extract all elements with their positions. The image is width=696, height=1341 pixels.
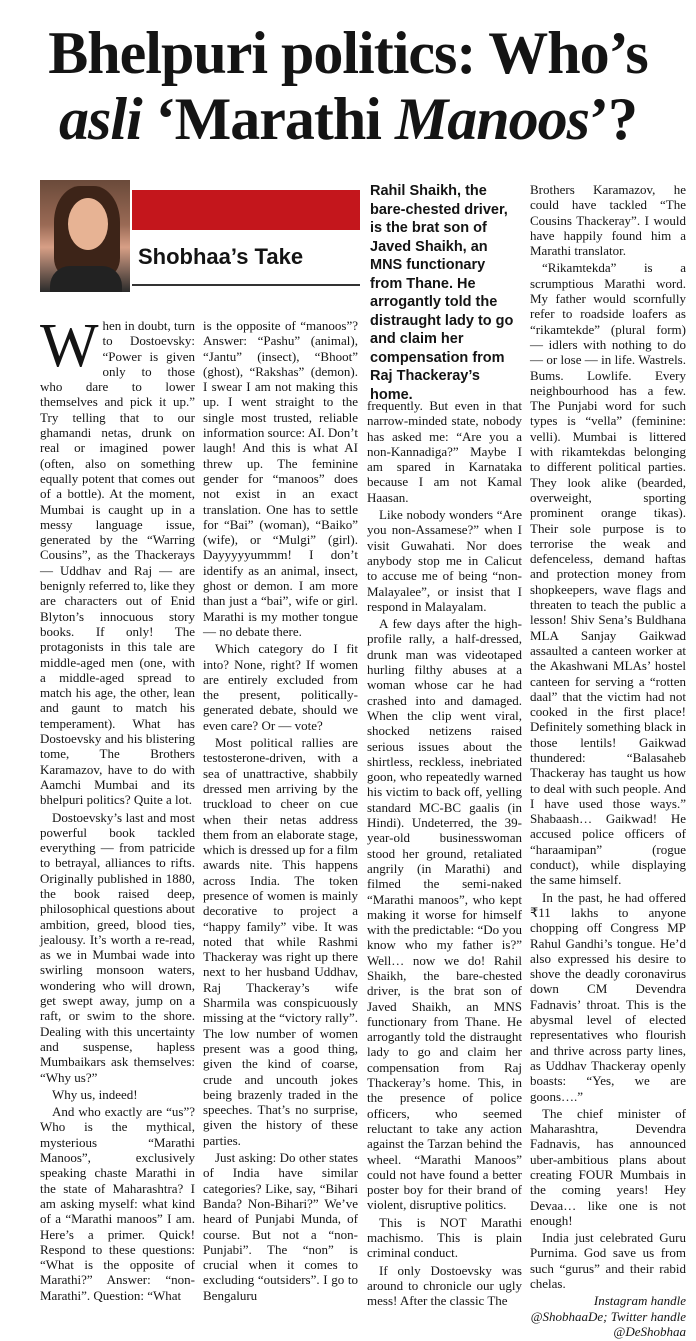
paragraph: The chief minister of Maharashtra, Devendra Fadnavis, has announced uber-ambitious plans about creating FOUR Mumbais in the coming years! Hey Devaa… like one is not enough! xyxy=(530,1105,686,1228)
column-2 xyxy=(203,318,358,1305)
pull-quote: Rahil Shaikh, the bare-chested driver, is the brat son of Javed Shaikh, an MNS functionary from Thane. He arrogantly told the distraught lady to go and claim her compensation from Raj Thackeray’s home. xyxy=(370,183,514,403)
headline xyxy=(0,20,696,152)
headline-asli: asli xyxy=(58,86,142,152)
paragraph: “Rikamtekda” is a scrumptious Marathi word. My father would scornfully refer to roadside loafers as “rikamtekde” (plural form) — idlers with nothing to do — or lose — in life. Wastrels. Bums. Lowlife. Every neighbourhood has a few. The Punjabi word for such types is “vella” (feminine: velli). Mumbai is littered with rikamtekdas belonging to different political parties. They look alike (bearded, overweight, sporting prominent orange tikas). Their sole purpose is to terrorise the weak and defenceless, demand haftas and protection money from shopkeepers, wave flags and threaten to teach the public a lesson! Shiv Sena’s Buldhana MLA Sanjay Gaikwad assaulted a canteen worker at the Akashwani MLAs’ hostel canteen for serving a “rotten daal” that the victim had not cooked in the first place! Definitely something black in those lentils! Gaikwad thundered: “Balasaheb Thackeray has taught us how to deal with such people. And I have used those ways.” Shabaash… Gaikwad! He accused police officers of “haraamipan” (rogue conduct), while displaying the same himself. xyxy=(530,260,686,888)
headline-end: ’? xyxy=(589,86,638,152)
byline xyxy=(40,180,360,298)
paragraph: In the past, he had offered ₹11 lakhs to anyone chopping off Congress MP Rahul Gandhi’s tongue. He’d also expressed his desire to shove the deadly coronavirus down CM Devendra Fadnavis’ throat. This is the abysmal level of elected representatives who flourish and thrive across party lines, as Uddhav Thackeray openly boasts: “Yes, we are goons….” xyxy=(530,889,686,1104)
paragraph: Which category do I fit into? None, right? If women are entirely excluded from the present, politically-generated debate, should we even care? Or — vote? xyxy=(203,641,358,733)
paragraph: is the opposite of “manoos”? Answer: “Pashu” (animal), “Jantu” (insect), “Bhoot” (ghost), “Rakshas” (demon). I swear I am not making this up. I went straight to the single most trusted, reliable information source: AI. Don’t laugh! And this is what AI threw up. The feminine gender for “manoos” does not exist in an exact translation. One has to settle for “Bai” (woman), “Baiko” (wife), or “Mulgi” (girl). Dayyyyyummm! I don’t identify as an animal, insect, ghost or demon. I am more than just a “bai”, wife or girl. Marathi is my mother tongue — no debate there. xyxy=(203,318,359,639)
paragraph: And who exactly are “us”? Who is the mythical, mysterious “Marathi Manoos”, exclusively speaking chaste Marathi in the state of Maharashtra? I am asking myself: what kind of a “Marathi manoos” I am. Here’s a primer. Quick! Respond to these questions: “What is the opposite of Marathi?” Answer: “non-Marathi”. Question: “What xyxy=(40,1104,195,1303)
headline-line1: Bhelpuri politics: Who’s xyxy=(48,20,648,86)
paragraph: Dostoevsky’s last and most powerful book tackled everything — from patricide to betrayal, alliances to rifts. Originally published in 1880, the book raised deep, philosophical questions about ambition, greed, blood ties, jealousy. It’s worth a re-read, as we in Mumbai wade into swirling monsoon waters, wondering who will drown, get swept away, jump on a raft, or swim to the shore. Dealing with this uncertainty and suspense, hapless Mumbaikars ask themselves: “Why us?” xyxy=(40,809,195,1085)
headline-marathi: ‘Marathi xyxy=(141,86,395,152)
drop-cap: W xyxy=(40,312,99,380)
column-3 xyxy=(367,398,522,1311)
paragraph: If only Dostoevsky was around to chronicle our ugly mess! After the classic The xyxy=(367,1262,522,1309)
paragraph: Why us, indeed! xyxy=(52,1086,138,1102)
paragraph: Just asking: Do other states of India have similar categories? Like, say, “Bihari Banda? Non-Bihari?” We’ve heard of Punjabi Munda, of course. But not a “non-Punjabi”. The “non” is crucial when it comes to excluding “outsiders”. I go to Bengaluru xyxy=(203,1150,358,1303)
paragraph: India just celebrated Guru Purnima. God save us from such “gurus” and their rabid chelas. xyxy=(530,1230,686,1292)
paragraph: Like nobody wonders “Are you non-Assamese?” when I visit Guwahati. Nor does anybody stop me in Calicut to accuse me of being “non-Malayalee”, or insist that I respond in Malayalam. xyxy=(367,507,522,614)
paragraph: This is NOT Marathi machismo. This is plain criminal conduct. xyxy=(367,1214,522,1261)
column-1 xyxy=(40,312,195,1305)
social-handle: Instagram handle @ShobhaaDe; Twitter handle @DeShobhaa xyxy=(530,1293,686,1339)
author-photo xyxy=(40,180,130,292)
headline-manoos: Manoos xyxy=(394,86,590,152)
paragraph: frequently. But even in that narrow-minded state, nobody has asked me: “Are you a non-Kannadiga?” Maybe I am spared in Karnataka because I am not Kamal Haasan. xyxy=(367,398,522,505)
column-4 xyxy=(530,182,686,1341)
paragraph: Brothers Karamazov, he could have tackled “The Cousins Thackeray”. I would have happily found him a Marathi translator. xyxy=(530,182,686,259)
byline-accent-bar xyxy=(132,190,360,230)
byline-rule xyxy=(132,284,360,286)
paragraph: Most political rallies are testosterone-driven, with a sea of unattractive, shabbily dressed men arriving by the truckload to cheer on cue when their netas address them from an elaborate stage, which is dressed up for a film awards nite. This happens across India. The token presence of women is mainly decorative to project a “happy family” vibe. It was noted that while Rashmi Thackeray was right up there next to her husband Uddhav, Raj Thackeray’s wife Sharmila was conspicuously missing at the “victory rally”. The low number of women present was a good thing, given the kind of coarse, crude and uncouth jokes being brazenly traded in the speeches. That’s no surprise, given the history of these parties. xyxy=(203,735,358,1148)
author-name: Shobhaa’s Take xyxy=(138,244,304,269)
paragraph: A few days after the high-profile rally, a half-dressed, drunk man was videotaped hurling filthy abuses at a woman whose car he had crashed into and damaged. When the clip went viral, shocked netizens raised serious issues about the shirtless, reckless, inebriated goon, who repeatedly warned his victim to back off, yelling standard MC-BC gaalis (in Hindi). Undeterred, the 39-year-old businesswoman stood her ground, retaliated angrily (in Marathi) and filmed the semi-naked “Marathi manoos”, who kept making it worse for himself with the predictable: “Do you know who my father is?” Well… now we do! Rahil Shaikh, the bare-chested driver, is the brat son of Javed Shaikh, an MNS functionary from Thane. He arrogantly told the distraught lady to go and claim her compensation from Raj Thackeray’s home. This, in the presence of police officers, who seemed reluctant to take any action against the Tarzan behind the wheel. “Marathi Manoos” could not have found a better poster boy for their brand of violent, disruptive politics. xyxy=(367,616,522,1213)
paragraph: hen in doubt, turn to Dostoevsky: “Power is given only to those who dare to lower themselves and pick it up.” Try telling that to our ghamandi netas, drunk on real or imagined power (often, also on something equally potent that comes out of a bottle). At the moment, Mumbai is caught up in a messy language issue, generated by the “Warring Cousins”, as the Thackerays — Uddhav and Raj — are benignly referred to, like they are characters out of Enid Blyton’s innocuous story books. If only! The protagonists in this tale are middle-aged men (one, with a middle-aged spread to match his age, the other, lean and gaunt to match his temperament). What has Dostoevsky and his blistering tome, The Brothers Karamazov, have to do with Aamchi Mumbai and its bhelpuri politics? Quite a lot. xyxy=(40,318,195,808)
